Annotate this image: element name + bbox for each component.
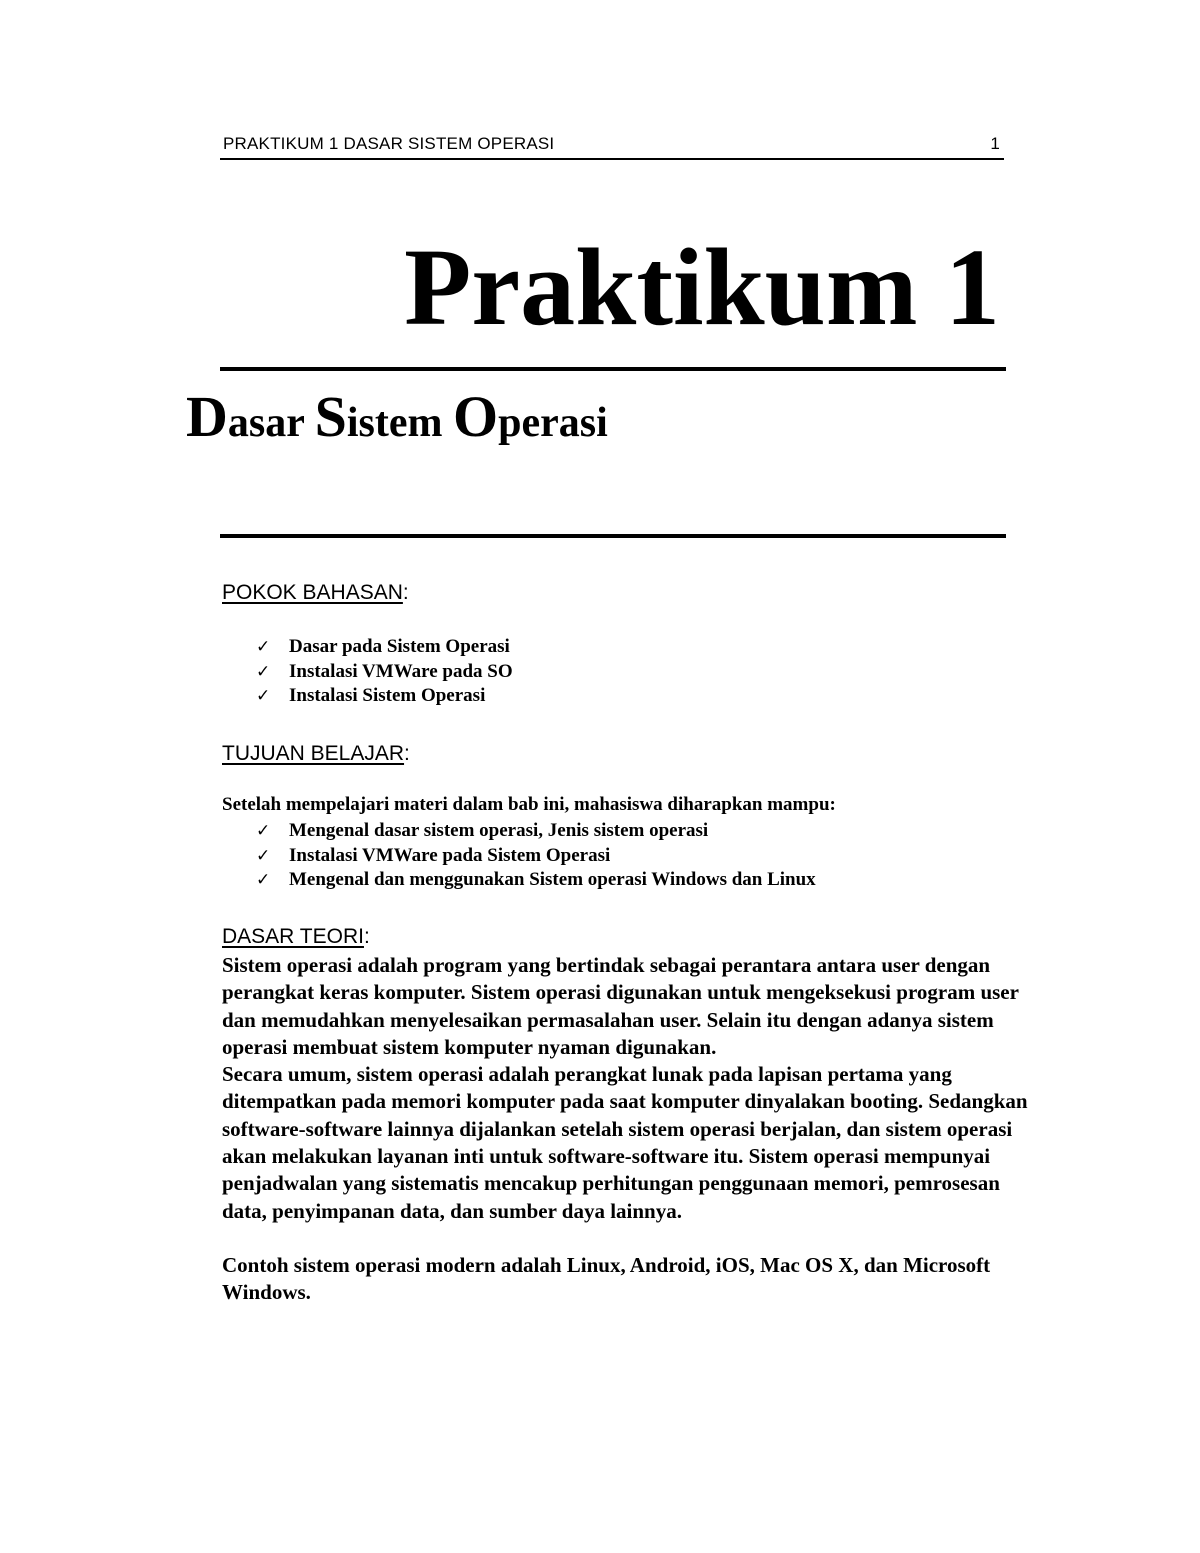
list-item	[256, 684, 513, 709]
heading-colon: :	[402, 581, 409, 604]
body-paragraph: Sistem operasi adalah program yang bertindak sebagai perantara antara user dengan perangkat keras komputer. Sistem operasi digunakan untuk mengeksekusi program user dan memudahkan menyelesaikan permasalahan user. Selain itu dengan adanya sistem operasi membuat sistem komputer nyaman digunakan.	[222, 953, 1019, 1059]
dasar-teori-body	[222, 952, 1034, 1307]
list-item-text: Mengenal dan menggunakan Sistem operasi Windows dan Linux	[289, 869, 816, 890]
page-number: 1	[990, 134, 1000, 153]
subtitle-initial: O	[453, 384, 499, 449]
running-header-title: PRAKTIKUM 1 DASAR SISTEM OPERASI	[223, 134, 555, 153]
list-item	[256, 868, 816, 893]
check-icon: ✓	[256, 686, 271, 706]
list-item-text: Instalasi VMWare pada SO	[289, 660, 513, 682]
subtitle-word: istem	[346, 400, 443, 446]
check-icon: ✓	[256, 661, 271, 682]
list-item-text: Instalasi Sistem Operasi	[289, 685, 486, 706]
pokok-bahasan-heading	[222, 580, 409, 605]
tujuan-belajar-heading-text: TUJUAN BELAJAR	[222, 742, 405, 765]
list-item-text: Mengenal dasar sistem operasi, Jenis sistem operasi	[289, 820, 709, 841]
heading-colon: :	[404, 742, 410, 765]
list-item	[256, 844, 816, 869]
dasar-teori-heading-text: DASAR TEORI	[222, 925, 364, 948]
tujuan-belajar-heading	[222, 741, 410, 766]
list-item	[256, 635, 513, 660]
check-icon: ✓	[256, 845, 271, 866]
check-icon: ✓	[256, 821, 271, 841]
subtitle-initial: D	[186, 384, 228, 449]
subtitle-word: asar	[227, 400, 305, 446]
pokok-bahasan-heading-text: POKOK BAHASAN	[222, 581, 403, 604]
list-item	[256, 819, 816, 844]
tujuan-belajar-intro: Setelah mempelajari materi dalam bab ini, mahasiswa diharapkan mampu:	[222, 794, 836, 815]
check-icon: ✓	[256, 870, 271, 890]
check-icon: ✓	[256, 637, 271, 657]
subtitle-word: perasi	[498, 400, 608, 446]
tujuan-belajar-list	[256, 819, 816, 893]
list-item	[256, 660, 513, 685]
body-paragraph: Contoh sistem operasi modern adalah Linux, Android, iOS, Mac OS X, dan Microsoft Windows.	[222, 1252, 991, 1305]
pokok-bahasan-list	[256, 635, 513, 709]
subtitle-divider	[220, 534, 1006, 538]
list-item-text: Instalasi VMWare pada Sistem Operasi	[289, 844, 611, 866]
chapter-subtitle	[186, 382, 608, 452]
body-paragraph: Secara umum, sistem operasi adalah perangkat lunak pada lapisan pertama yang ditempatkan pada memori komputer pada saat komputer dinyalakan booting. Sedangkan software-software lainnya dijalankan setelah sistem operasi berjalan, dan sistem operasi akan melakukan layanan inti untuk software-software itu. Sistem operasi mempunyai penjadwalan yang sistematis mencakup perhitungan penggunaan memori, pemrosesan data, penyimpanan data, dan sumber daya lainnya.	[222, 1062, 1028, 1223]
title-divider	[220, 367, 1006, 371]
heading-colon: :	[363, 925, 370, 948]
subtitle-initial: S	[314, 384, 347, 449]
running-header	[220, 134, 1004, 160]
list-item-text: Dasar pada Sistem Operasi	[289, 636, 510, 657]
chapter-title: Praktikum 1	[404, 226, 1000, 348]
dasar-teori-heading	[222, 924, 370, 949]
